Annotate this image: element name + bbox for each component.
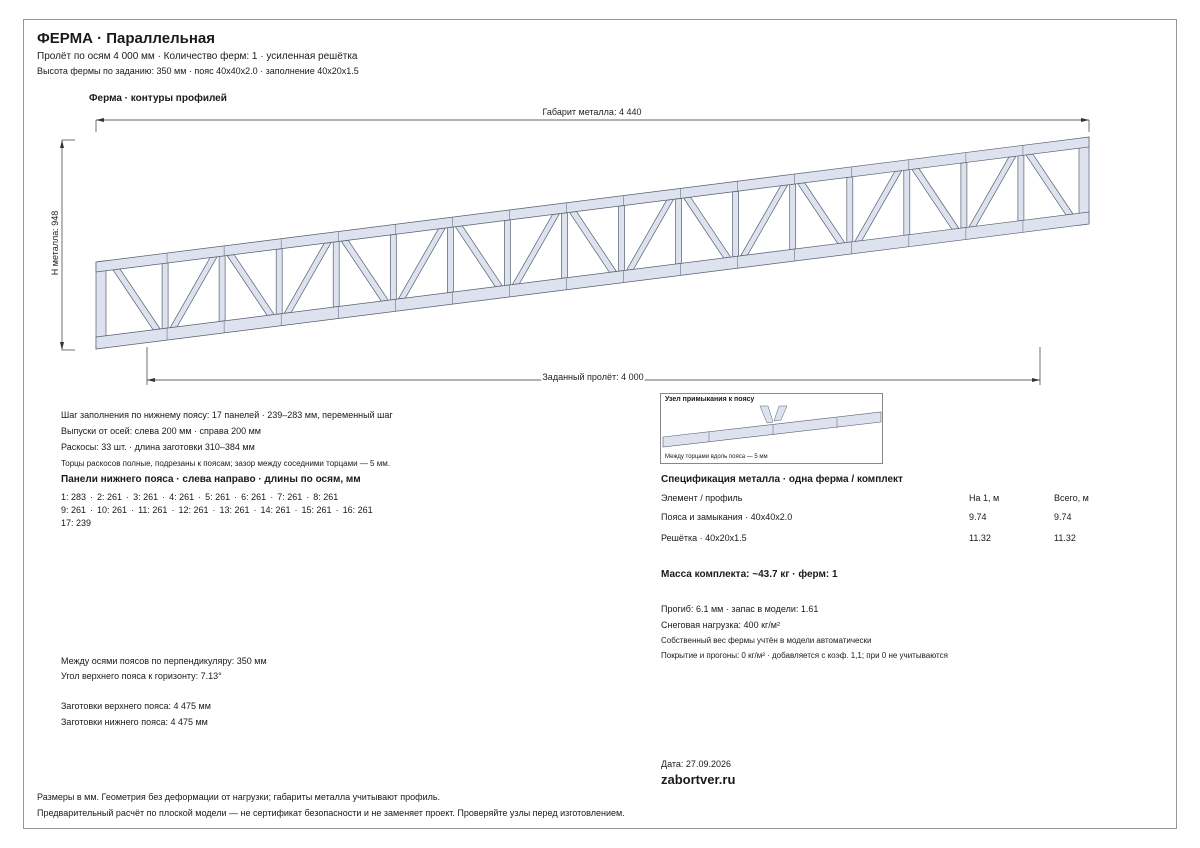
page-title: ФЕРМА · Параллельная [37,30,216,47]
load-self-weight: Собственный вес фермы учтён в модели автоматически [661,636,872,645]
truss-vertical [961,162,967,228]
panel-separator: · [306,492,310,502]
truss-vertical [219,256,225,322]
load-deflection: Прогиб: 6.1 мм · запас в модели: 1.61 [661,604,819,614]
truss-diagonal [512,214,559,285]
truss-diagonal [284,242,331,313]
panel-item: 13: 261 [219,505,250,515]
panel-item: 8: 261 [313,492,339,502]
truss-diagonal [170,257,217,328]
truss-vertical [276,249,282,315]
panel-item: 5: 261 [205,492,231,502]
truss-vertical [847,177,853,243]
panels-title: Панели нижнего пояса · слева направо · длины по осям, мм [61,474,361,485]
truss-diagonal [341,240,388,301]
spec-header-element: Элемент / профиль [661,493,743,503]
panel-separator: · [335,505,339,515]
truss-diagonal [798,183,845,244]
spec-title: Спецификация металла · одна ферма / комплект [661,474,903,485]
spec-header-total: Всего, м [1054,493,1089,503]
spec-row-lattice-per-one: 11.32 [969,533,991,543]
geometry-angle: Угол верхнего пояса к горизонту: 7.13° [61,671,222,681]
spec-header-per-one: На 1, м [969,493,1000,503]
truss-diagonal [969,156,1016,227]
truss-diagonal [684,197,731,258]
truss-diagonal [227,255,274,316]
panel-item: 12: 261 [178,505,209,515]
panel-separator: · [234,492,238,502]
truss-vertical [333,241,339,307]
panel-separator: · [212,505,216,515]
truss-vertical [562,213,568,279]
spec-row-chords-name: Пояса и замыкания · 40x40x2.0 [661,512,793,522]
panel-separator: · [131,505,135,515]
blank-top-chord: Заготовки верхнего пояса: 4 475 мм [61,701,211,711]
node-detail-title: Узел примыкания к поясу [665,396,755,403]
panel-item: 14: 261 [260,505,291,515]
panel-separator: · [198,492,202,502]
truss-diagonal [570,212,617,273]
note-overhangs: Выпуски от осей: слева 200 мм · справа 200 мм [61,426,261,436]
spec-row-chords-total: 9.74 [1054,512,1072,522]
note-step: Шаг заполнения по нижнему поясу: 17 панелей · 239–283 мм, переменный шаг [61,410,393,420]
truss-diagonal [398,228,445,299]
footer-note-1: Размеры в мм. Геометрия без деформации от нагрузки; габариты металла учитывают профиль. [37,792,441,802]
spec-row-lattice-name: Решётка · 40x20x1.5 [661,533,747,543]
truss-vertical [790,184,796,250]
truss-diagonal [113,269,160,330]
footer-note-2: Предварительный расчёт по плоской модели — не сертификат безопасности и не заменяет проект. Проверяйте узлы перед изготовлением. [37,808,625,818]
panel-separator: · [171,505,175,515]
spec-row-lattice-total: 11.32 [1054,533,1076,543]
truss-vertical [619,206,625,272]
panel-item: 16: 261 [342,505,373,515]
panel-separator: · [162,492,166,502]
node-detail-inset [660,393,883,464]
node-detail-caption: Между торцами вдоль пояса — 5 мм [665,454,768,460]
truss-vertical [733,191,739,257]
overall-dimension-label: Габарит металла: 4 440 [542,107,642,117]
header-line-1: Пролёт по осям 4 000 мм · Количество ферм: 1 · усиленная решётка [37,51,358,62]
load-roofing: Покрытие и прогоны: 0 кг/м² · добавляется с коэф. 1,1; при 0 не учитываются [661,651,948,660]
truss-vertical [390,234,396,300]
spec-row-chords-per-one: 9.74 [969,512,987,522]
panels-list [61,491,421,530]
spec-mass: Масса комплекта: ~43.7 кг · ферм: 1 [661,569,838,580]
truss-diagonal [912,168,959,229]
panel-item: 3: 261 [133,492,159,502]
truss-vertical [1018,155,1024,221]
truss-diagonal [855,171,902,242]
truss-diagonal [1026,154,1073,215]
header-line-2: Высота фермы по заданию: 350 мм · пояс 40x40x2.0 · заполнение 40x20x1.5 [37,66,359,76]
height-dimension-label: Н металла: 948 [50,210,60,276]
truss-diagonal [627,199,674,270]
truss-vertical [676,198,682,264]
blank-bottom-chord: Заготовки нижнего пояса: 4 475 мм [61,717,208,727]
panel-item: 4: 261 [169,492,195,502]
panel-item: 7: 261 [277,492,303,502]
panel-separator: · [253,505,257,515]
footer-brand: zabortver.ru [661,772,736,787]
panel-item: 15: 261 [301,505,332,515]
note-diagonals: Раскосы: 33 шт. · длина заготовки 310–384 мм [61,442,255,452]
panel-separator: · [126,492,130,502]
truss-vertical [447,227,453,293]
panel-item: 9: 261 [61,505,87,515]
truss-drawing [0,0,1200,400]
panel-separator: · [270,492,274,502]
panel-separator: · [294,505,298,515]
geometry-axis-distance: Между осями поясов по перпендикуляру: 350 мм [61,656,267,666]
footer-date: Дата: 27.09.2026 [661,759,731,769]
truss-diagonal [741,185,788,256]
truss-diagonal [455,226,502,287]
truss-vertical [504,220,510,286]
truss-vertical [904,170,910,236]
panel-separator: · [90,492,94,502]
panel-item: 17: 239 [61,518,92,528]
drawing-title: Ферма · контуры профилей [89,93,227,104]
panel-item: 2: 261 [97,492,123,502]
span-dimension-label: Заданный пролёт: 4 000 [542,372,644,382]
load-snow: Снеговая нагрузка: 400 кг/м² [661,620,780,630]
truss-vertical [162,263,168,329]
panel-item: 11: 261 [138,505,168,515]
panel-item: 1: 283 [61,492,87,502]
panel-item: 6: 261 [241,492,267,502]
panel-separator: · [90,505,94,515]
note-ends: Торцы раскосов полные, подрезаны к поясам; зазор между соседними торцами — 5 мм. [61,459,390,468]
panel-item: 10: 261 [97,505,128,515]
